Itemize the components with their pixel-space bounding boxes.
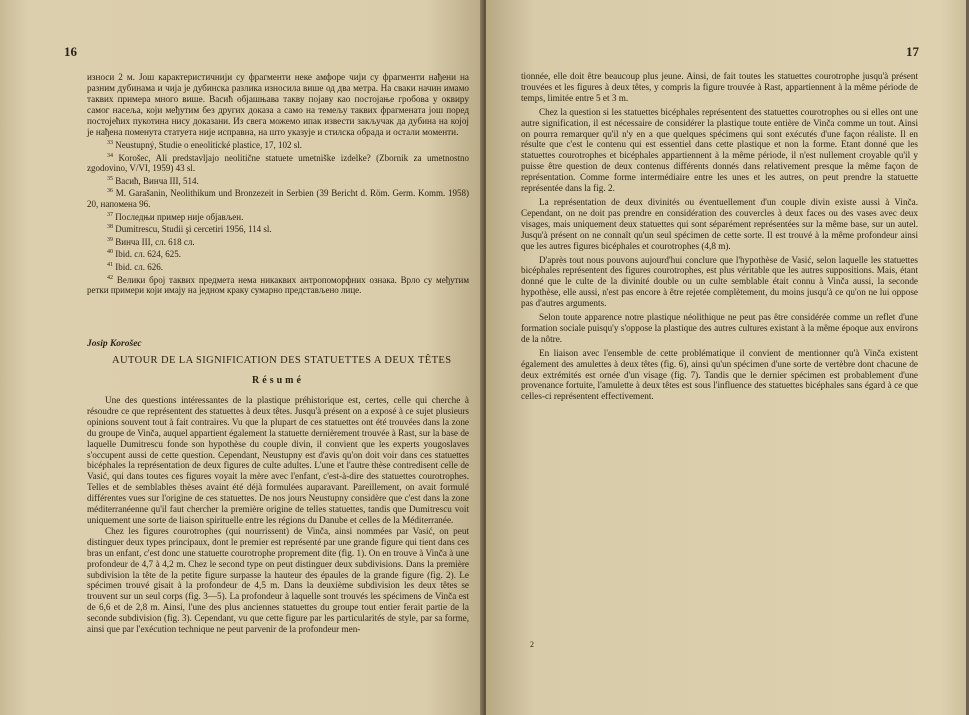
footnote: $^{39}$ Винча III, сл. 618 сл. [107,236,195,247]
paragraph: Chez les figures courotrophes (qui nourrissent) de Vinča, ainsi nommées par Vasić, on peut distinguer deux types principaux, dont le premier est représenté par une grande figure qui tient dans ces bras un enfant, c'est donc une statuette courotrophe proprement dite (fig. 1). On en trouve à Vinča à une profondeur de 4,7 à 4,2 m. Chez le second type on peut distinguer deux subdivisions. Dans la première subdivision la tête de la petite figure surpasse la hauteur des épaules de la grande figure (fig. 2). Le spécimen trouvé gisait à la profondeur de 4,5 m. Dans la deuxième subdivision les deux têtes se trouvent sur un seul corps (fig. 3—5). La profondeur à laquelle sont trouvés les spécimens de Vinča est de 6,6 et de 2,8 m. Ainsi, l'une des plus anciennes statuettes du groupe tout entier ferait partie de la seconde subdivision (fig. 3). Cependant, vu que cette figure par les particularités de style, par sa forme, ainsi que par l'exécution technique ne peut parvenir de la profondeur men- [87,525,469,635]
resume-continued-text [521,71,918,402]
paragraph: Selon toute apparence notre plastique néolithique ne peut pas être considérée comme un reflet d'une formation sociale puisqu'y s'oppose la plastique des autres cultures existant à la même époque aux environs de la nôtre. [521,312,918,344]
footnote: $^{42}$ Велики број таквих предмета нема никаквих антропоморфних ознака. Врло су међутим ретки примери који имају на једном краку сумарно представљено лице. [87,274,470,296]
left-page [0,0,484,715]
paragraph: En liaison avec l'ensemble de cette problématique il convient de mentionner qu'à Vinča existent également des amulettes à deux têtes (fig. 6), ainsi qu'un spécimen d'une sorte de vertèbre dont chacune de deux extrémités est ornée d'un visage (fig. 7). Tandis que le dernier spécimen est probablement d'une provenance fortuite, l'amulette à deux têtes est sous l'influence des statuettes bicéphales sans égard à ce que celles-ci représentent effectivement. [521,347,918,402]
article-author: Josip Korošec [87,339,142,349]
article-title: AUTOUR DE LA SIGNIFICATION DES STATUETTES A DEUX TÊTES [112,355,452,366]
paragraph: Chez la question si les statuettes bicéphales représentent des statuettes courotrophes ou si elles ont une autre signification, il est nécessaire de considérer la plastique toute entière de Vinča comme un tout. Ainsi on pourra remarquer qu'il n'y en a que quelques spécimens qui sont exécutés d'une façon réaliste. Il en résulte que c'est le contenu qui est essentiel dans cette plastique et non la forme. Etant donné que les statuettes courotrophes et bicéphales appartiennent à la même période, il n'est nullement croyable qu'il y puisse être question de deux contenus différents donnés dans relativement presque la même façon de représentation. Comme forme intermédiaire entre les unes et les autres, on peut prendre la statuette représentée dans la fig. 2. [521,106,918,194]
right-page [486,0,969,715]
footnotes [87,138,469,296]
paragraph: Une des questions intéressantes de la plastique préhistorique est, certes, celle qui cherche à résoudre ce que représentent des statuettes à deux têtes. Jusqu'à présent on a exposé à ce sujet plusieurs opinions souvent tout à fait contraires. Vu que la plupart de ces statuettes ont été trouvées dans la zone du groupe de Vinča, auquel appartient également la statuette dernièrement trouvée à Rast, sur la base de laquelle Dumitrescu fonde son hypothèse du couple divin, il convient que les experts yougoslaves s'occupent aussi de cette question. Cependant, Neustupny est d'avis qu'on doit voir dans ces statuettes bicéphales la représentation de deux figures de culte adultes. L'une et l'autre thèse contredisent celle de Vasić, qui dans toutes ces figures voyait la mère avec l'enfant, c'est-à-dire des statuettes courotrophes. Telles et de semblables thèses avaint été déjà formulées auparavant. Pareillement, on avait formulé différentes vues sur l'origine de ces statuettes. De nos jours Neustupny considère que c'est dans la zone méditerranéenne qu'il faut chercher la première origine de telles statuettes, tandis que Dumitrescu voit uniquement une sorte de liaison spirituelle entre les régions du Danube et celles de la Méditerranée. [87,395,469,525]
paragraph: D'après tout nous pouvons aujourd'hui conclure que l'hypothèse de Vasić, selon laquelle les statuettes bicéphales représentent des figures courotrophes, est plus véritable que les autres suppositions. Mais, étant donné que le culte de la divinité double ou un culte semblable était connu à Vinča aussi, la seconde hypothèse, elle aussi, n'est pas encore à être rejetée complètement, du moins jusqu'à ce qu'on ne lui oppose pas d'autres arguments. [521,254,918,309]
footnote: $^{37}$ Последњи пример није објављен. [107,211,244,222]
signature-mark: 2 [530,640,534,649]
serbian-body-text: износи 2 м. Још карактеристичнији су фрагменти неке амфоре чији су фрагменти нађени на разним дубинама и чија је дубинска разлика износила више од два метра. На сваки начин имамо таквих примера много више. Васић објашњава такву појаву као постојање гробова у оквиру самог насеља, који међутим без других доказа а само на темељу таквих фрагмената још поред постојећих пукотина нису доказани. Из свега можемо ипак извести закључак да дубина на којој је нађена поменута статуета није исправна, на што указује и стилска обрада и остали моменти. [87,72,469,137]
footnote: $^{33}$ Neustupný, Studie o eneolitické plastice, 17, 102 sl. [107,140,302,150]
footnote: $^{36}$ M. Garašanin, Neolithikum und Bronzezeit in Serbien (39 Bericht d. Röm. Germ. Komm. 1958) 20, напомена 96. [87,188,470,209]
footnote: $^{40}$ Ibid. сл. 624, 625. [107,249,181,260]
footnote: $^{34}$ Korošec, Ali predstavljajo neolitične statuete umetniške izdelke? (Zbornik za umetnostno zgodovino, V/VI, 1959) 43 sl. [87,152,470,174]
resume-text [87,395,469,635]
footnote: $^{35}$ Васић, Винча III, 514. [107,175,199,186]
footnote: $^{38}$ Dumitrescu, Studii şi cercetiri 1956, 114 sl. [107,224,272,235]
paragraph: tionnée, elle doit être beaucoup plus jeune. Ainsi, de fait toutes les statuettes courotrophe jusqu'à présent trouvées et les figures à deux têtes, y compris la figure trouvée à Rast, appartiennent à la même période de temps, limitée entre 5 et 3 m. [521,71,918,103]
resume-heading: Résumé [252,375,304,386]
page-number-right: 17 [906,44,919,59]
page-number-left: 16 [64,44,77,59]
paragraph: La représentation de deux divinités ou éventuellement d'un couple divin existe aussi à Vinča. Cependant, on ne doit pas prendre en considération des couvercles à deux faces ou des vases avec deux visages, mais uniquement deux statuettes qui sont séparément représentées sur la même base, sur un autel. Jusqu'à présent on ne connaît qu'un seul spécimen de cette sorte. Il est trouvé à la même profondeur ainsi que les autres figures bicéphales et courotrophes (4,8 m). [521,196,918,251]
footnote: $^{41}$ Ibid. сл. 626. [107,261,163,272]
